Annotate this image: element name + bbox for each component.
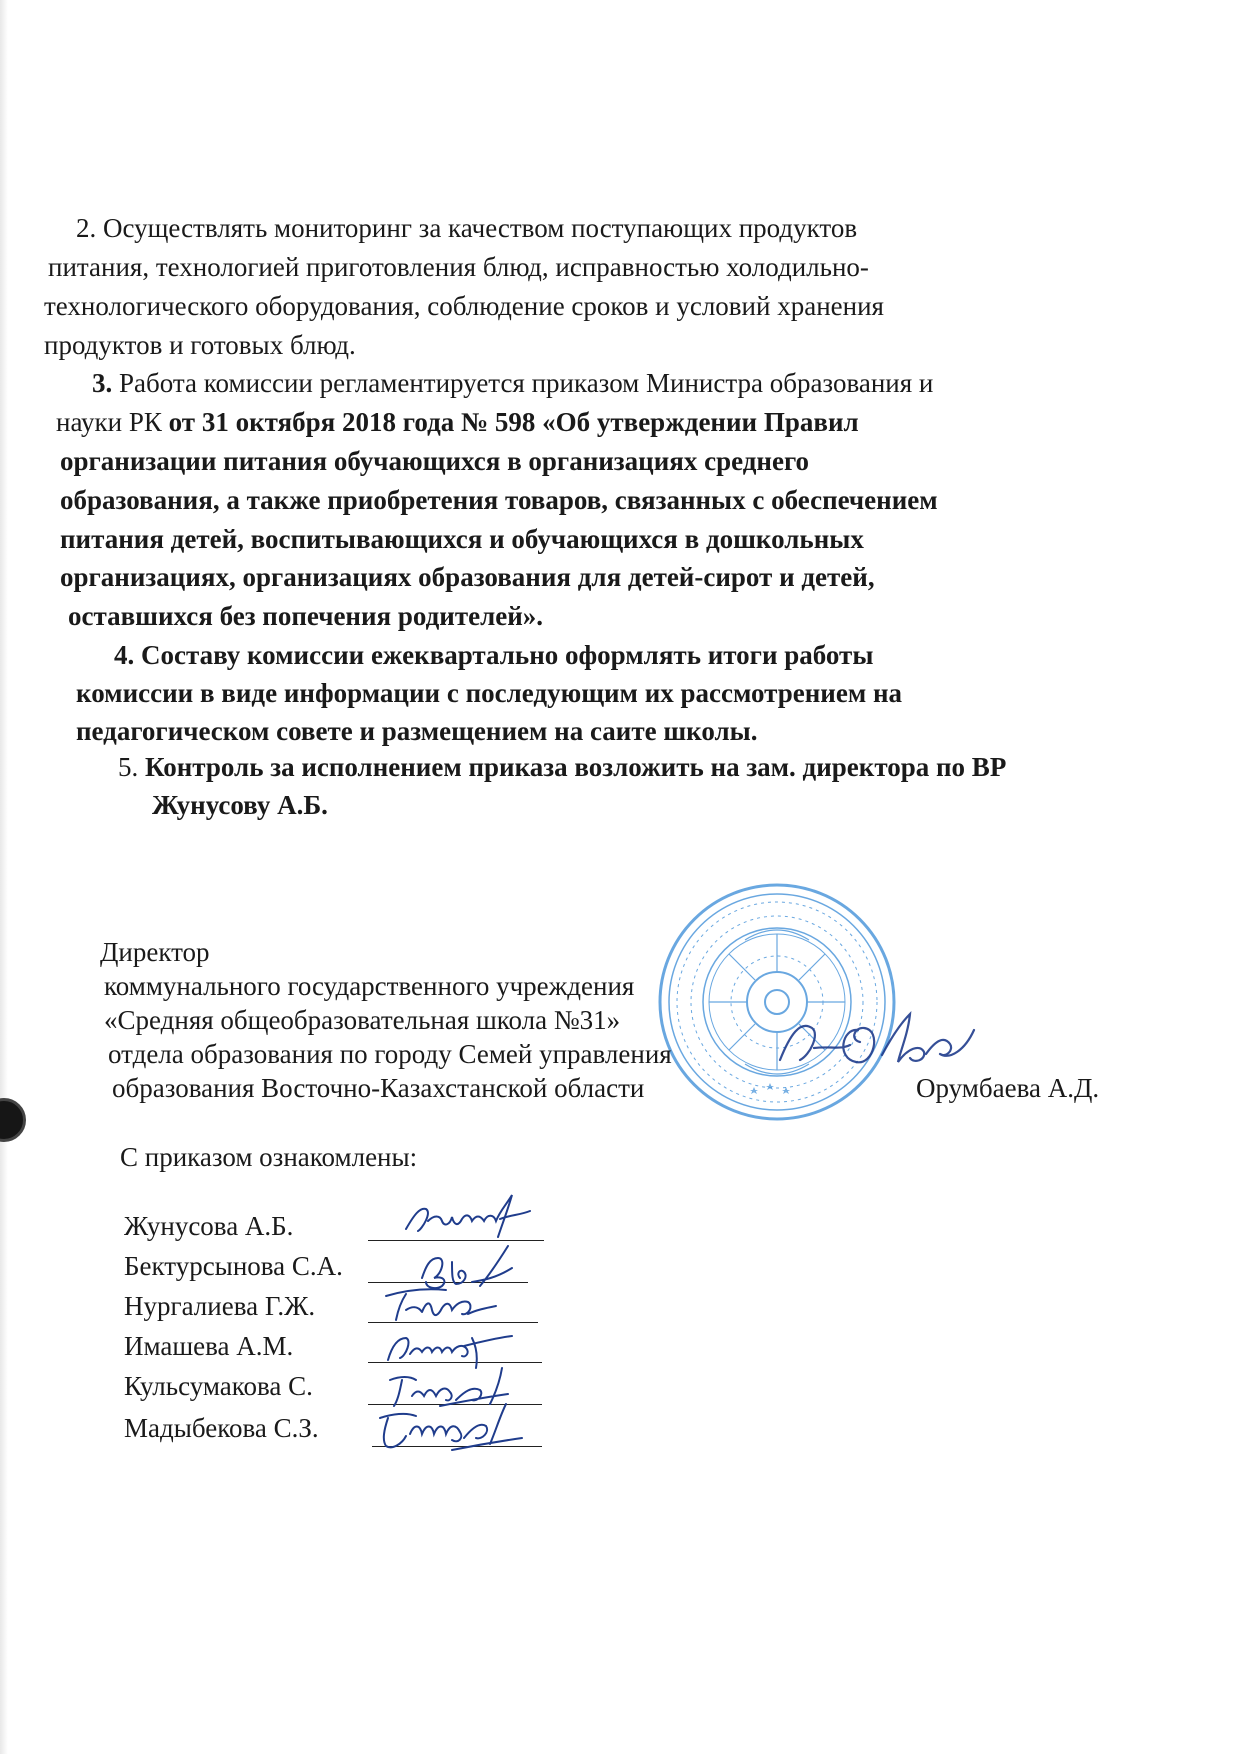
scan-edge [0, 0, 8, 1754]
ack-signature-1 [400, 1185, 550, 1245]
item-3-line-3: организации питания обучающихся в организациях среднего [60, 446, 810, 476]
item-3-line-1-text: Работа комиссии регламентируется приказом Министра образования и [119, 368, 934, 398]
item-5-number: 5. [118, 752, 139, 782]
item-3-line-1 [92, 366, 933, 400]
item-3-line-2-bold: от 31 октября 2018 года № 598 «Об утверждении Правил [168, 407, 859, 437]
ack-name-2: Бектурсынова С.А. [124, 1251, 343, 1281]
item-3-line-2 [56, 405, 859, 439]
signature-org-line-1: коммунального государственного учреждения [104, 971, 635, 1001]
item-3-line-6: организациях, организациях образования для детей-сирот и детей, [60, 562, 875, 592]
item-3-line-5: питания детей, воспитывающихся и обучающихся в дошкольных [60, 524, 864, 554]
signature-title: Директор [100, 937, 210, 967]
item-4-line-2: комиссии в виде информации с последующим их рассмотрением на [76, 678, 903, 708]
item-2-line-1: 2. Осуществлять мониторинг за качеством поступающих продуктов [76, 213, 858, 243]
signature-org-line-2: «Средняя общеобразовательная школа №31» [104, 1005, 621, 1035]
ack-name-1: Жунусова А.Б. [124, 1211, 294, 1241]
item-5-line-1-text: Контроль за исполнением приказа возложить на зам. директора по ВР [145, 752, 1007, 782]
item-3-line-4: образования, а также приобретения товаров, связанных с обеспечением [60, 485, 938, 515]
ack-name-6: Мадыбекова С.З. [124, 1413, 319, 1443]
binder-hole [0, 1098, 26, 1142]
ack-name-3: Нургалиева Г.Ж. [124, 1291, 316, 1321]
item-2-line-2: питания, технологией приготовления блюд, исправностью холодильно- [48, 252, 869, 282]
item-3-number: 3. [92, 368, 113, 398]
signature-org-line-3: отдела образования по городу Семей управления [108, 1039, 672, 1069]
ack-signature-6 [372, 1394, 542, 1460]
item-2-line-4: продуктов и готовых блюд. [44, 330, 356, 360]
item-3-line-2-plain: науки РК [56, 407, 162, 437]
acknowledged-heading: С приказом ознакомлены: [120, 1142, 418, 1172]
signature-org-line-4: образования Восточно-Казахстанской области [112, 1073, 645, 1103]
item-2-line-3: технологического оборудования, соблюдение сроков и условий хранения [44, 291, 884, 321]
item-3-line-7: оставшихся без попечения родителей». [68, 601, 544, 631]
item-5-line-1 [118, 750, 1006, 784]
item-5-line-2: Жунусову А.Б. [152, 790, 328, 820]
director-name: Орумбаева А.Д. [916, 1073, 1100, 1103]
item-4-line-1: 4. Составу комиссии ежеквартально оформлять итоги работы [114, 640, 874, 670]
ack-name-5: Кульсумакова С. [124, 1371, 313, 1401]
item-4-line-3: педагогическом совете и размещением на саите школы. [76, 716, 758, 746]
ack-name-4: Имашева А.М. [124, 1331, 294, 1361]
